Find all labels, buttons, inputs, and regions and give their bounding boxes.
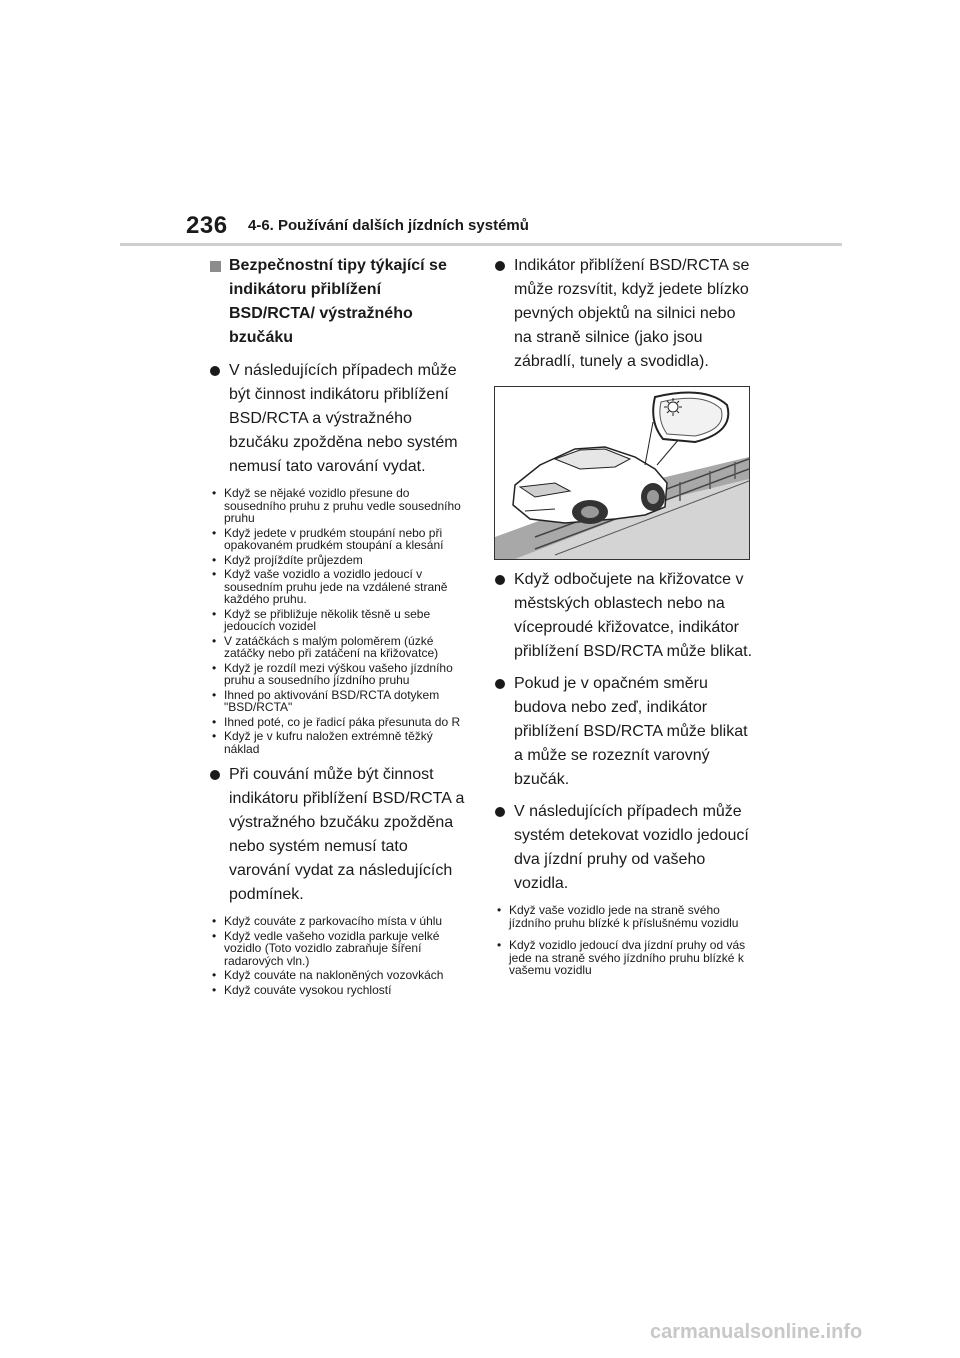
list-item: • Když couváte na nakloněných vozovkách [209,969,471,982]
reversing-condition-list [209,915,471,996]
bullet-text: Při couvání může být činnost indikátoru přiblížení BSD/RCTA a výstražného bzučáku zpožděna nebo systém nemusí tato varování vydat za následujících podmínek. [229,766,465,903]
bullet-text: V následujících případech může být činnost indikátoru přiblížení BSD/RCTA a výstražného bzučáku zpožděna nebo systém nemusí tato varování vydat. [229,362,458,475]
bullet-dot-icon [210,770,220,780]
bullet-item [209,359,471,479]
section-title-text: Bezpečnostní tipy týkající se indikátoru přiblížení BSD/RCTA/ výstražného bzučáku [229,257,447,346]
list-item: • Když je v kufru naložen extrémně těžký náklad [209,730,471,755]
list-item: • Když je rozdíl mezi výškou vašeho jízdního pruhu a sousedního jízdního pruhu [209,662,471,687]
bullet-item [494,568,756,664]
bullet-dot-icon [495,261,505,271]
list-item: • Když projíždíte průjezdem [209,554,471,567]
bullet-dot-icon [495,807,505,817]
list-item: • Když se nějaké vozidlo přesune do sousedního pruhu z pruhu vedle sousedního pruhu [209,487,471,525]
list-item: • Když vedle vašeho vozidla parkuje velké vozidlo (Toto vozidlo zabraňuje šíření radarových vln.) [209,930,471,968]
bullet-text: V následujících případech může systém detekovat vozidlo jedoucí dva jízdní pruhy od vašeho vozidla. [514,803,749,892]
square-bullet-icon [210,261,221,272]
bullet-dot-icon [495,575,505,585]
bullet-item [494,254,756,374]
list-item: • Ihned poté, co je řadicí páka přesunuta do R [209,716,471,729]
list-item: • Když jedete v prudkém stoupání nebo při opakovaném prudkém stoupání a klesání [209,527,471,552]
bullet-item [209,763,471,907]
section-title [209,254,471,350]
bullet-dot-icon [495,679,505,689]
right-column [494,254,756,987]
list-item: • Když vozidlo jedoucí dva jízdní pruhy od vás jede na straně svého jízdního pruhu blízké k vašemu vozidlu [494,939,756,977]
list-item: • Když couváte z parkovacího místa v úhlu [209,915,471,928]
illustration-guardrail [494,386,750,560]
list-item: • Když vaše vozidlo jede na straně svého jízdního pruhu blízké k příslušnému vozidlu [494,904,756,929]
bullet-text: Pokud je v opačném směru budova nebo zeď, indikátor přiblížení BSD/RCTA může blikat a může se rozeznít varovný bzučák. [514,675,748,788]
watermark: carmanualsonline.info [650,1321,863,1343]
header-rule [120,243,842,246]
bullet-text: Když odbočujete na křižovatce v městských oblastech nebo na víceproudé křižovatce, indikátor přiblížení BSD/RCTA může blikat. [514,571,753,660]
condition-list [209,487,471,755]
list-item: • Ihned po aktivování BSD/RCTA dotykem "BSD/RCTA" [209,689,471,714]
list-item: • Když vaše vozidlo a vozidlo jedoucí v sousedním pruhu jede na vzdálené straně každého pruhu. [209,568,471,606]
detection-list [494,904,756,977]
chapter-title: 4-6. Používání dalších jízdních systémů [248,217,529,234]
car-guardrail-illustration [495,387,749,559]
bullet-item [494,672,756,792]
page-number: 236 [186,212,228,239]
list-item: • V zatáčkách s malým poloměrem (úzké zatáčky nebo při zatáčení na křižovatce) [209,635,471,660]
list-item: • Když se přibližuje několik těsně u sebe jedoucích vozidel [209,608,471,633]
bullet-dot-icon [210,366,220,376]
left-column [209,254,471,1004]
bullet-text: Indikátor přiblížení BSD/RCTA se může rozsvítit, když jedete blízko pevných objektů na silnici nebo na straně silnice (jako jsou zábradlí, tunely a svodidla). [514,257,750,370]
list-item: • Když couváte vysokou rychlostí [209,984,471,997]
bullet-item [494,800,756,896]
